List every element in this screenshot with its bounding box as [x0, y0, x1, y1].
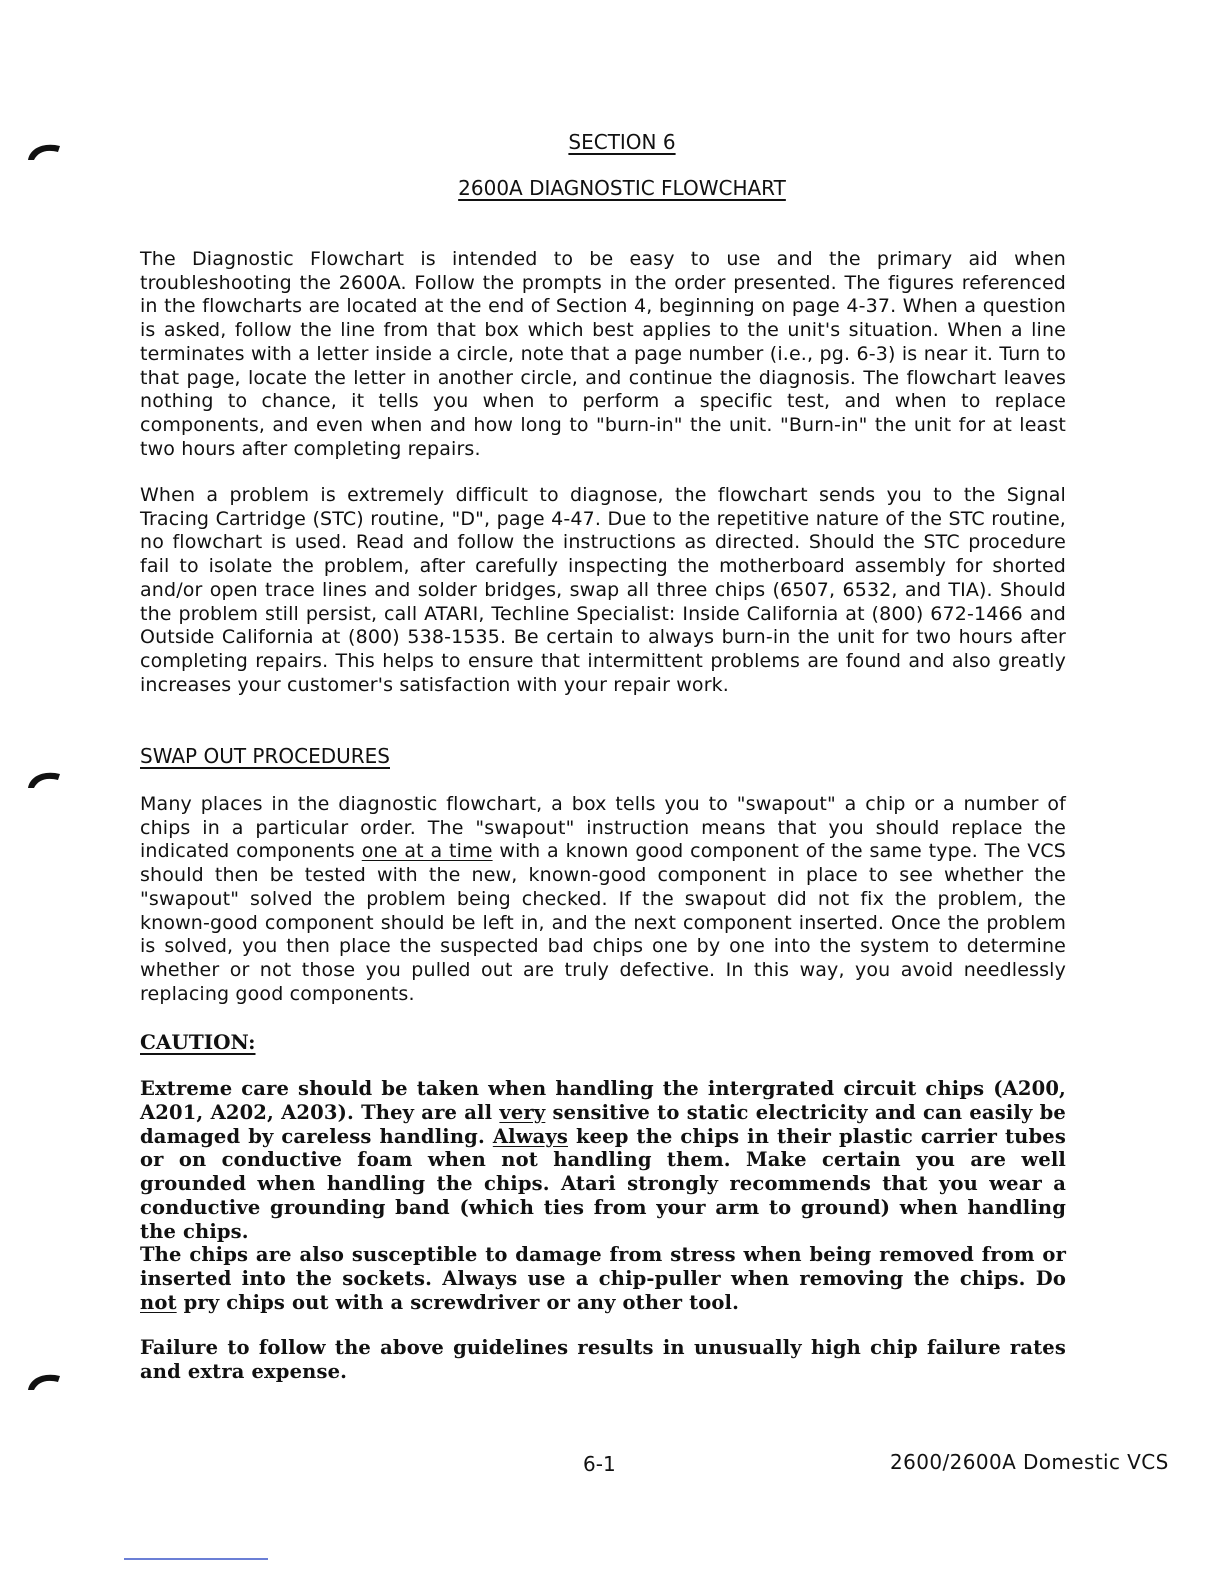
- swap-out-paragraph: [140, 793, 1066, 1006]
- intro-paragraph: The Diagnostic Flowchart is intended to be easy to use and the primary aid when troubleshooting the 2600A. Follow the prompts in the order presented. The figures referenced in the flowcharts are located at the end of Section 4, beginning on page 4-37. When a question is asked, follow the line from that box which best applies to the unit's situation. When a line terminates with a letter inside a circle, note that a page number (i.e., pg. 6-3) is near it. Turn to that page, locate the letter in another circle, and continue the diagnosis. The flowchart leaves nothing to chance, it tells you when to perform a specific test, and when to replace components, and even when and how long to "burn-in" the unit. "Burn-in" the unit for at least two hours after completing repairs.: [140, 248, 1066, 460]
- binder-hole-mark: [26, 1370, 62, 1392]
- emphasis-one-at-a-time: one at a time: [361, 840, 493, 863]
- caution-paragraph-3: Failure to follow the above guidelines results in unusually high chip failure rates and extra expense.: [140, 1336, 1066, 1383]
- chapter-title: 2600A DIAGNOSTIC FLOWCHART: [458, 176, 786, 200]
- caution-text-d: The chips are also susceptible to damage from stress when being removed from or inserted into the sockets. Always use a chip-puller when removing the chips. Do: [140, 1243, 1066, 1290]
- caution-paragraph-2: [140, 1243, 1066, 1314]
- stc-paragraph: When a problem is extremely difficult to diagnose, the flowchart sends you to the Signal Tracing Cartridge (STC) routine, "D", page 4-47. Due to the repetitive nature of the STC routine, no flowchart is used. Read and follow the instructions as directed. Should the STC procedure fail to isolate the problem, after carefully inspecting the motherboard assembly for shorted and/or open trace lines and solder bridges, swap all three chips (6507, 6532, and TIA). Should the problem still persist, call ATARI, Techline Specialist: Inside California at (800) 672-1466 and Outside California at (800) 538-1535. Be certain to always burn-in the unit for two hours after completing repairs. This helps to ensure that intermittent problems are found and also greatly increases your customer's satisfaction with your repair work.: [140, 484, 1066, 696]
- emphasis-always: Always: [492, 1124, 568, 1148]
- caution-text-b: sensitive to static electricity and can easily be damaged by careless handling.: [140, 1100, 1066, 1148]
- swap-text-b: with a known good component of the same type. The VCS should then be tested with the new, known-good component in place to see whether the "swapout" solved the problem being checked. If the swapout did not fix the problem, the known-good component should be left in, and the next component inserted. Once the problem is solved, you then place the suspected bad chips one by one into the system to determine whether or not those you pulled out are truly defective. In this way, you avoid needlessly replacing good components.: [140, 840, 1066, 1005]
- emphasis-not: not: [140, 1290, 177, 1314]
- caution-text-c: keep the chips in their plastic carrier tubes or on conductive foam when not handling them. Make certain you are well grounded when handling the chips. Atari strongly recommends that you wear a conductive grounding band (which ties from your arm to ground) when handling the chips.: [140, 1124, 1066, 1243]
- document-title: 2600/2600A Domestic VCS: [890, 1450, 1169, 1474]
- swap-out-heading: SWAP OUT PROCEDURES: [140, 744, 390, 768]
- page-number: 6-1: [583, 1452, 616, 1476]
- section-title: SECTION 6: [568, 130, 676, 154]
- emphasis-very: very: [499, 1100, 546, 1124]
- caution-paragraph-1: [140, 1077, 1066, 1244]
- swap-text-a: Many places in the diagnostic flowchart, a box tells you to "swapout" a chip or a number of chips in a particular order. The "swapout" instruction means that you should replace the indicated components: [140, 793, 1066, 863]
- scan-artifact-line: [124, 1558, 268, 1560]
- caution-heading: CAUTION:: [140, 1030, 256, 1054]
- binder-hole-mark: [26, 768, 62, 790]
- caution-text-a: Extreme care should be taken when handling the intergrated circuit chips (A200, A201, A202, A203). They are all: [140, 1077, 1066, 1124]
- caution-text-e: pry chips out with a screwdriver or any other tool.: [183, 1290, 740, 1314]
